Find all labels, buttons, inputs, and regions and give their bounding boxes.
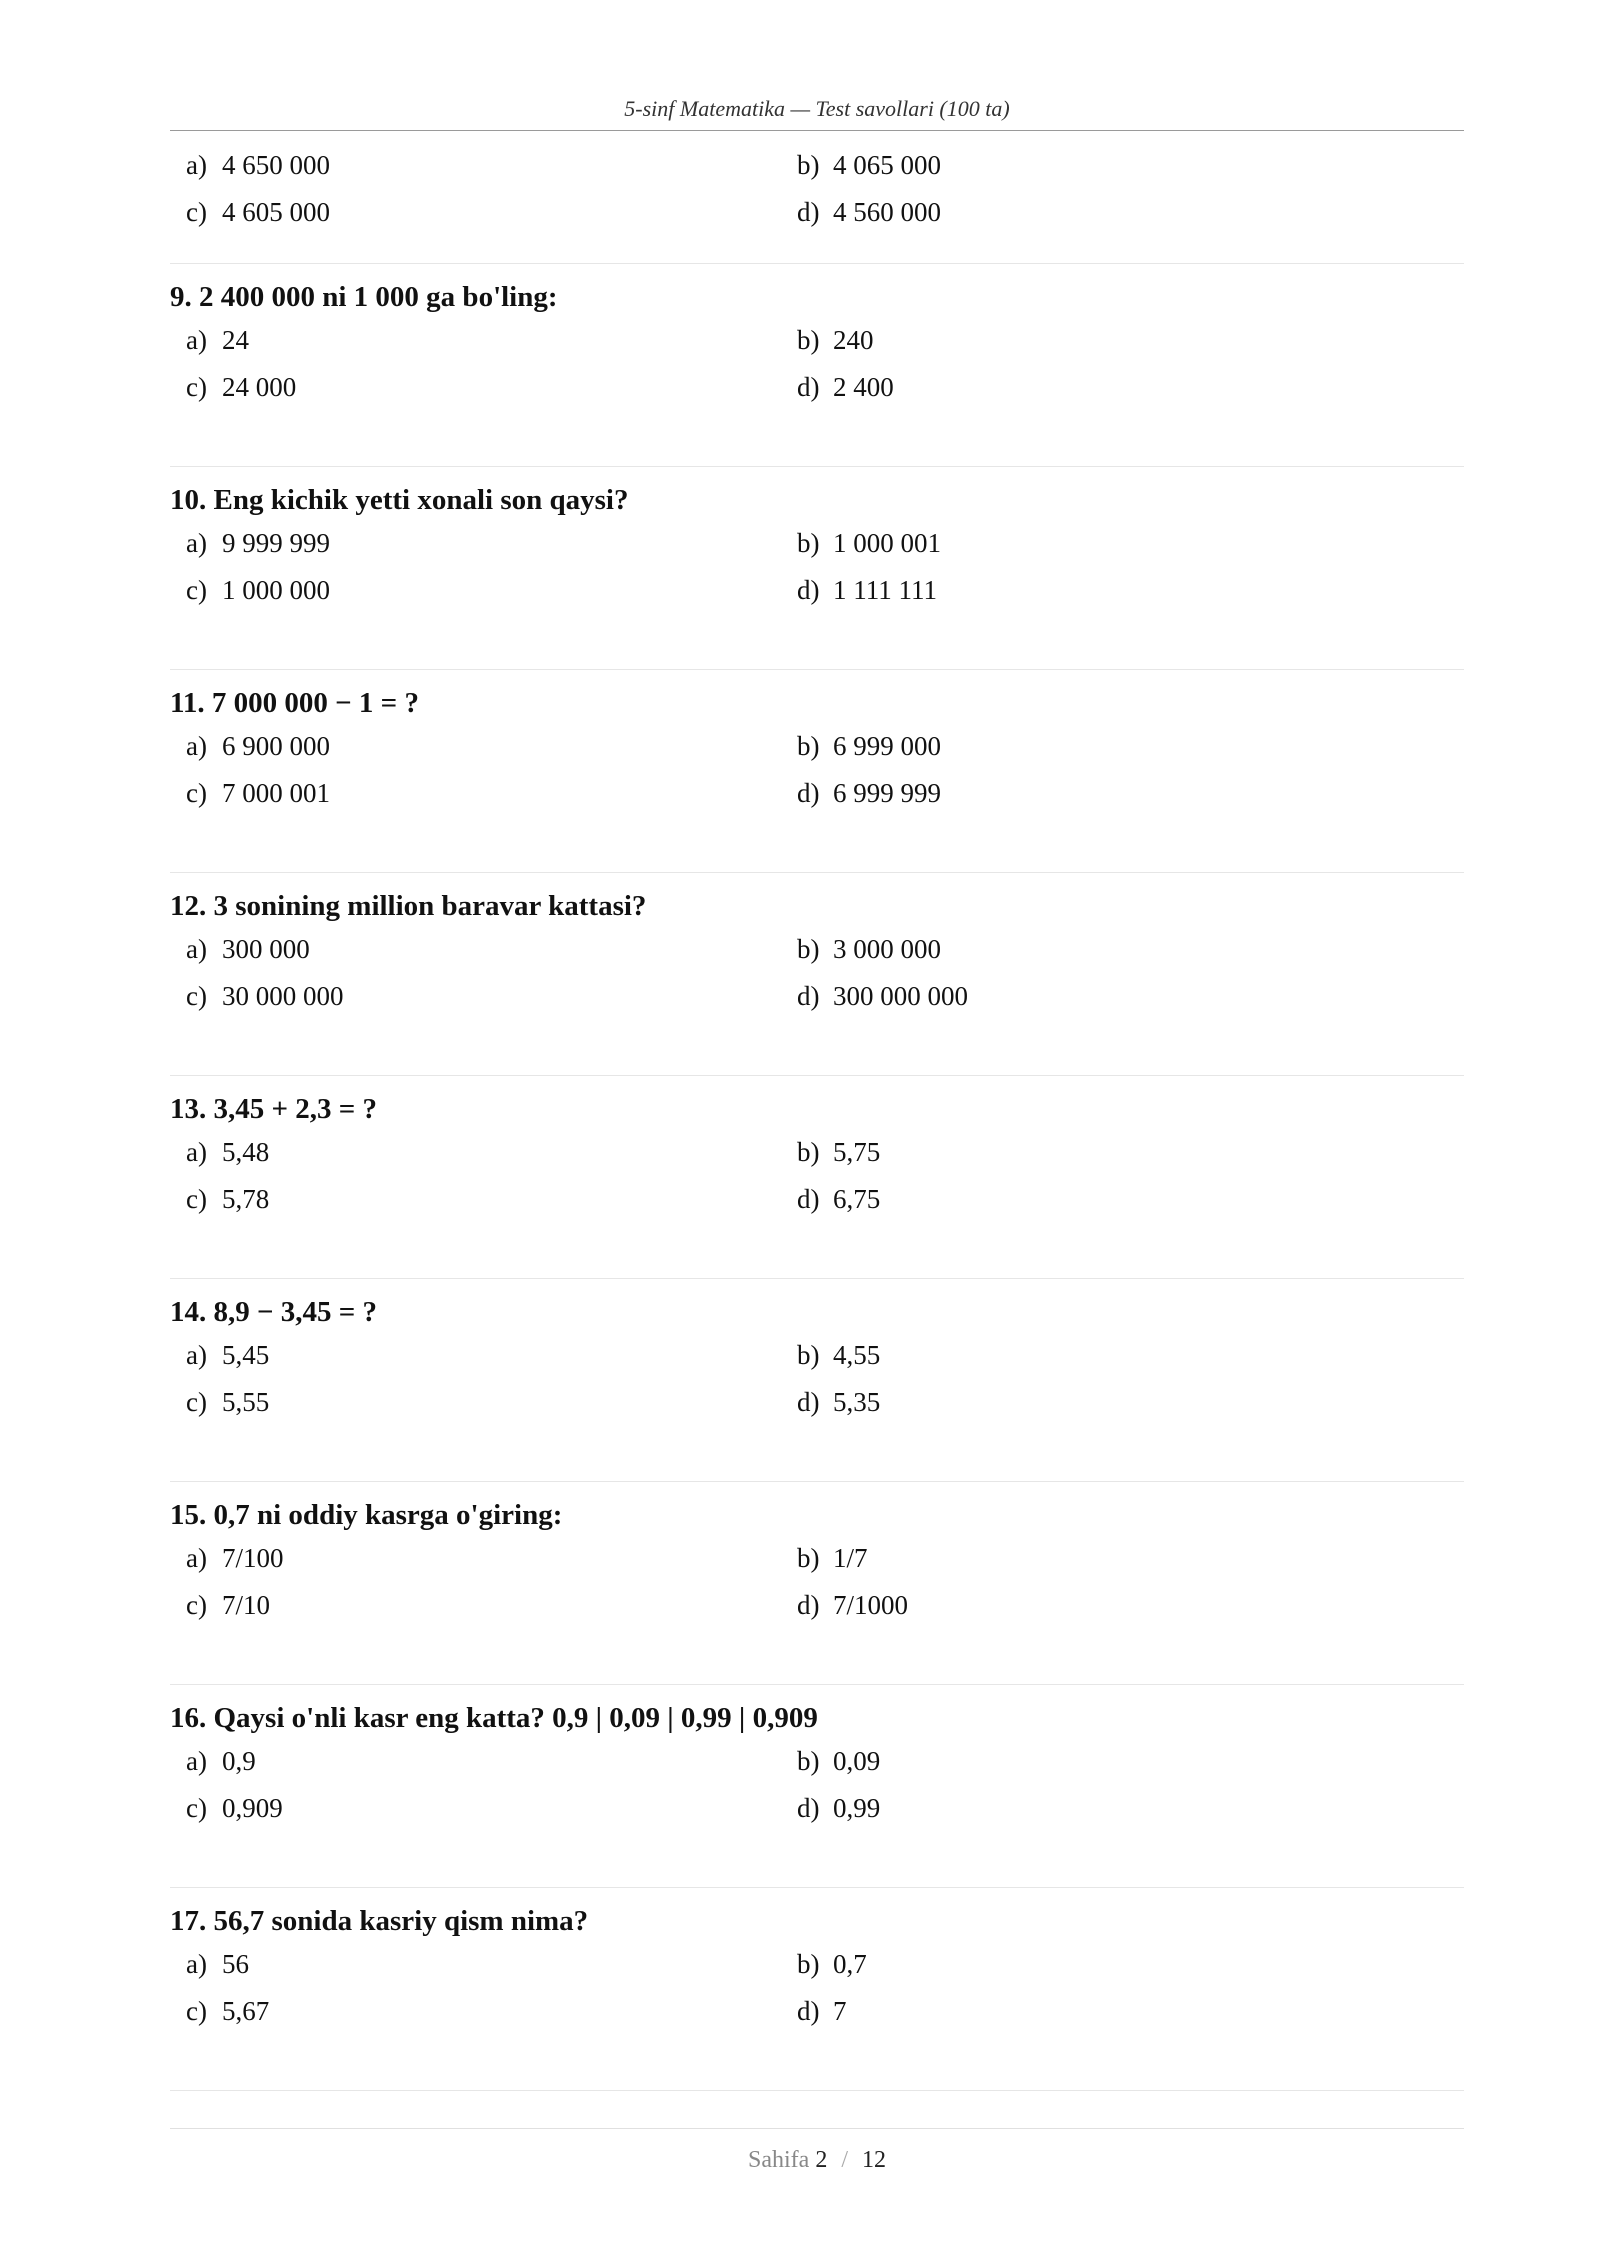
option-d	[797, 1994, 1408, 2041]
option-c	[186, 1182, 797, 1229]
option-d	[797, 1182, 1408, 1229]
page-separator: /	[841, 2147, 848, 2173]
option-letter: a)	[186, 934, 207, 964]
option-letter: d)	[797, 1387, 820, 1417]
answer-options	[170, 1135, 1464, 1229]
question-text: 15. 0,7 ni oddiy kasrga o'giring:	[170, 1499, 563, 1531]
option-text: 7/1000	[833, 1590, 909, 1620]
option-letter: a)	[186, 1137, 207, 1167]
option-text: 0,7	[833, 1949, 867, 1979]
option-b	[797, 932, 1408, 979]
option-a	[186, 526, 797, 573]
option-d	[797, 776, 1408, 823]
question-block	[170, 1279, 1464, 1482]
option-a	[186, 148, 797, 195]
answer-options	[170, 1541, 1464, 1635]
option-letter: c)	[186, 1387, 207, 1417]
answer-options	[170, 526, 1464, 620]
option-d	[797, 573, 1408, 620]
option-letter: c)	[186, 575, 207, 605]
option-letter: d)	[797, 1184, 820, 1214]
option-text: 5,78	[222, 1184, 270, 1214]
question-text: 16. Qaysi o'nli kasr eng katta? 0,9 | 0,09 | 0,99 | 0,909	[170, 1702, 818, 1734]
option-letter: b)	[797, 150, 820, 180]
option-letter: a)	[186, 731, 207, 761]
current-page-number: 2	[815, 2147, 828, 2173]
question-block	[170, 873, 1464, 1076]
header-title: 5-sinf Matematika — Test savollari (100 ta)	[624, 96, 1010, 121]
option-b	[797, 1541, 1408, 1588]
option-text: 5,35	[833, 1387, 881, 1417]
option-text: 56	[222, 1949, 249, 1979]
option-b	[797, 148, 1408, 195]
option-a	[186, 729, 797, 776]
answer-options	[170, 323, 1464, 417]
option-letter: d)	[797, 372, 820, 402]
option-text: 24	[222, 325, 249, 355]
option-text: 1 111 111	[833, 575, 937, 605]
option-letter: b)	[797, 934, 820, 964]
option-letter: d)	[797, 575, 820, 605]
question-block	[170, 670, 1464, 873]
question-text: 14. 8,9 − 3,45 = ?	[170, 1296, 378, 1328]
option-text: 5,48	[222, 1137, 270, 1167]
question-block	[170, 467, 1464, 670]
page-header	[170, 94, 1464, 131]
option-text: 0,909	[222, 1793, 283, 1823]
option-text: 9 999 999	[222, 528, 330, 558]
option-letter: a)	[186, 1340, 207, 1370]
option-a	[186, 1338, 797, 1385]
option-b	[797, 729, 1408, 776]
option-letter: a)	[186, 1543, 207, 1573]
option-a	[186, 1744, 797, 1791]
option-text: 1 000 001	[833, 528, 941, 558]
option-letter: c)	[186, 197, 207, 227]
option-letter: c)	[186, 1184, 207, 1214]
previous-question-options	[170, 148, 1464, 264]
option-text: 4,55	[833, 1340, 881, 1370]
answer-options	[170, 1947, 1464, 2041]
option-b	[797, 323, 1408, 370]
option-d	[797, 1588, 1408, 1635]
option-d	[797, 979, 1408, 1026]
option-text: 1 000 000	[222, 575, 330, 605]
option-a	[186, 1135, 797, 1182]
option-c	[186, 370, 797, 417]
page-footer	[170, 2128, 1464, 2174]
question-block	[170, 1888, 1464, 2091]
test-content	[170, 148, 1464, 2091]
answer-options	[170, 729, 1464, 823]
option-letter: b)	[797, 1746, 820, 1776]
option-letter: b)	[797, 1543, 820, 1573]
option-letter: c)	[186, 1793, 207, 1823]
option-letter: b)	[797, 325, 820, 355]
option-d	[797, 1385, 1408, 1432]
option-text: 4 560 000	[833, 197, 941, 227]
option-text: 7	[833, 1996, 847, 2026]
option-c	[186, 1588, 797, 1635]
option-text: 30 000 000	[222, 981, 344, 1011]
option-text: 6 999 000	[833, 731, 941, 761]
option-text: 24 000	[222, 372, 297, 402]
option-b	[797, 1947, 1408, 1994]
option-letter: c)	[186, 981, 207, 1011]
option-d	[797, 370, 1408, 417]
option-letter: a)	[186, 528, 207, 558]
question-text: 12. 3 sonining million baravar kattasi?	[170, 890, 647, 922]
question-block	[170, 264, 1464, 467]
option-d	[797, 195, 1408, 242]
option-letter: a)	[186, 1746, 207, 1776]
option-text: 3 000 000	[833, 934, 941, 964]
option-text: 5,75	[833, 1137, 881, 1167]
option-text: 300 000 000	[833, 981, 968, 1011]
option-text: 6,75	[833, 1184, 881, 1214]
option-b	[797, 1135, 1408, 1182]
option-c	[186, 573, 797, 620]
option-letter: b)	[797, 1340, 820, 1370]
option-letter: d)	[797, 1793, 820, 1823]
option-text: 0,99	[833, 1793, 881, 1823]
option-b	[797, 1744, 1408, 1791]
option-letter: d)	[797, 1590, 820, 1620]
page-label: Sahifa	[748, 2147, 810, 2173]
option-letter: a)	[186, 325, 207, 355]
question-block	[170, 1482, 1464, 1685]
option-letter: b)	[797, 528, 820, 558]
answer-options	[170, 1338, 1464, 1432]
option-b	[797, 1338, 1408, 1385]
option-text: 300 000	[222, 934, 310, 964]
option-text: 5,67	[222, 1996, 270, 2026]
total-pages-number: 12	[861, 2147, 886, 2173]
option-letter: d)	[797, 1996, 820, 2026]
option-text: 4 605 000	[222, 197, 330, 227]
option-letter: b)	[797, 1137, 820, 1167]
question-block	[170, 1685, 1464, 1888]
question-list	[170, 264, 1464, 2091]
option-c	[186, 1791, 797, 1838]
option-c	[186, 1994, 797, 2041]
option-d	[797, 1791, 1408, 1838]
option-c	[186, 195, 797, 242]
option-letter: b)	[797, 1949, 820, 1979]
option-text: 1/7	[833, 1543, 868, 1573]
option-a	[186, 932, 797, 979]
option-a	[186, 1541, 797, 1588]
option-text: 6 900 000	[222, 731, 330, 761]
option-letter: c)	[186, 1996, 207, 2026]
option-letter: a)	[186, 1949, 207, 1979]
option-text: 5,45	[222, 1340, 270, 1370]
question-text: 13. 3,45 + 2,3 = ?	[170, 1093, 378, 1125]
option-text: 2 400	[833, 372, 894, 402]
option-text: 7/10	[222, 1590, 271, 1620]
option-c	[186, 979, 797, 1026]
option-letter: d)	[797, 778, 820, 808]
question-text: 9. 2 400 000 ni 1 000 ga bo'ling:	[170, 281, 558, 313]
option-letter: c)	[186, 1590, 207, 1620]
option-letter: d)	[797, 981, 820, 1011]
option-letter: b)	[797, 731, 820, 761]
question-text: 17. 56,7 sonida kasriy qism nima?	[170, 1905, 589, 1937]
option-text: 0,9	[222, 1746, 256, 1776]
option-a	[186, 1947, 797, 1994]
answer-options	[170, 1744, 1464, 1838]
option-letter: c)	[186, 778, 207, 808]
option-text: 240	[833, 325, 874, 355]
option-letter: a)	[186, 150, 207, 180]
question-text: 11. 7 000 000 − 1 = ?	[170, 687, 419, 719]
option-b	[797, 526, 1408, 573]
answer-options	[170, 932, 1464, 1026]
question-text: 10. Eng kichik yetti xonali son qaysi?	[170, 484, 629, 516]
option-c	[186, 776, 797, 823]
option-text: 4 650 000	[222, 150, 330, 180]
option-text: 7/100	[222, 1543, 284, 1573]
option-letter: c)	[186, 372, 207, 402]
question-block	[170, 1076, 1464, 1279]
option-text: 6 999 999	[833, 778, 941, 808]
option-text: 0,09	[833, 1746, 881, 1776]
option-text: 5,55	[222, 1387, 270, 1417]
option-a	[186, 323, 797, 370]
option-c	[186, 1385, 797, 1432]
option-text: 7 000 001	[222, 778, 330, 808]
option-text: 4 065 000	[833, 150, 941, 180]
option-letter: d)	[797, 197, 820, 227]
